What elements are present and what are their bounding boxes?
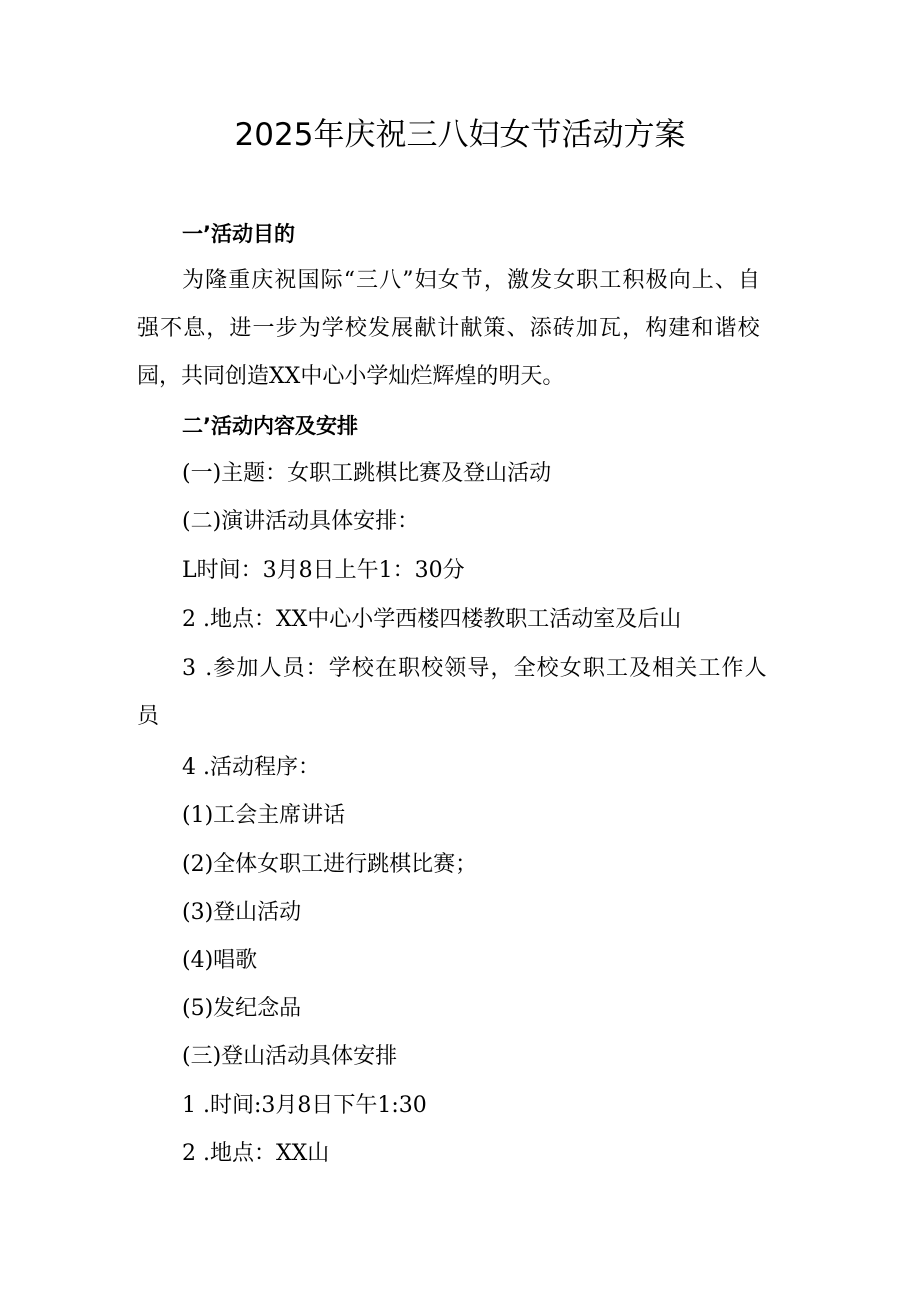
list-item-time: L时间：3月8日上午1：30分 <box>182 558 465 583</box>
subsection-hiking: (三)登山活动具体安排 <box>182 1044 398 1069</box>
list-item-participants-cont: 员 <box>137 704 160 729</box>
list-item-participants: 3 .参加人员：学校在职校领导，全校女职工及相关工作人 <box>182 656 768 681</box>
section-heading-content: 二’活动内容及安排 <box>182 414 358 438</box>
program-step-2: (2)全体女职工进行跳棋比赛； <box>182 852 478 877</box>
paragraph-line: 园，共同创造XX中心小学灿烂辉煌的明天。 <box>137 364 565 389</box>
list-item-program: 4 .活动程序： <box>182 755 320 780</box>
hiking-location: 2 .地点：XX山 <box>182 1141 330 1166</box>
subsection-theme: (一)主题：女职工跳棋比赛及登山活动 <box>182 461 552 486</box>
program-step-3: (3)登山活动 <box>182 900 302 925</box>
program-step-5: (5)发纪念品 <box>182 996 302 1021</box>
hiking-time: 1 .时间:3月8日下午1:30 <box>182 1093 427 1118</box>
list-item-location: 2 .地点：XX中心小学西楼四楼教职工活动室及后山 <box>182 607 682 632</box>
paragraph-line: 强不息，进一步为学校发展献计献策、添砖加瓦，构建和谐校 <box>137 316 761 341</box>
document-title: 2025年庆祝三八妇女节活动方案 <box>234 117 686 153</box>
section-heading-purpose: 一’活动目的 <box>182 222 295 246</box>
subsection-speech: (二)演讲活动具体安排： <box>182 509 420 534</box>
program-step-4: (4)唱歌 <box>182 948 258 973</box>
program-step-1: (1)工会主席讲话 <box>182 803 346 828</box>
paragraph-line: 为隆重庆祝国际“三八”妇女节，激发女职工积极向上、自 <box>182 268 762 293</box>
